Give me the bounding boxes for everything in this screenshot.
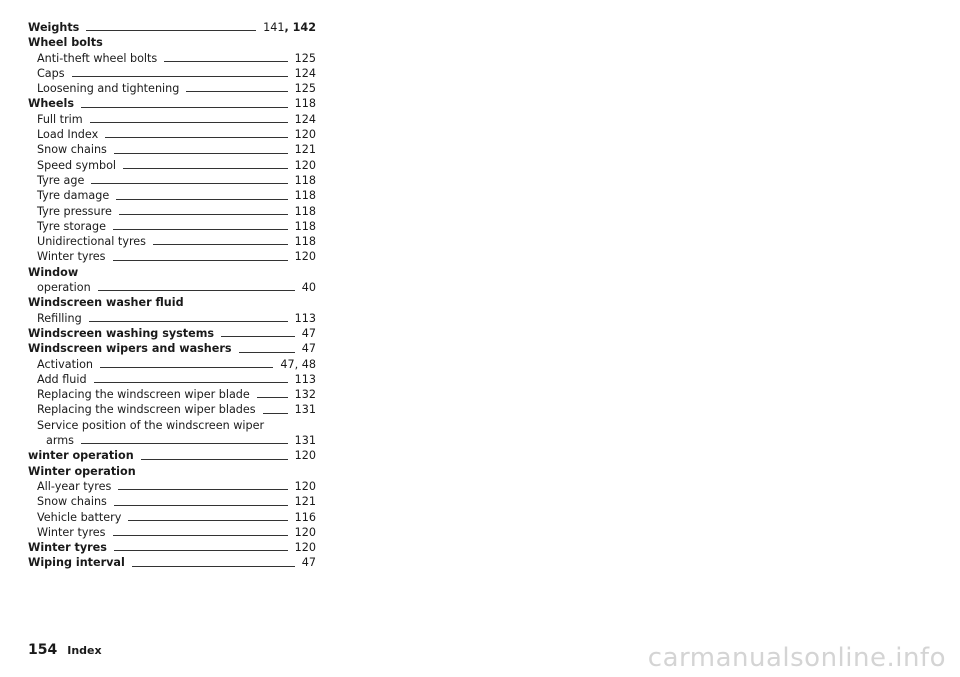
index-entry-label: Tyre storage [37, 219, 107, 233]
index-entry [28, 265, 316, 280]
page-ref: 121 [294, 143, 316, 157]
index-entry-pages [302, 555, 316, 570]
leader-line [113, 229, 288, 230]
page-ref: 141 [263, 21, 285, 34]
index-entry-pages [295, 188, 316, 203]
index-entry-label: Anti-theft wheel bolts [37, 51, 158, 65]
index-entry-label: Wiping interval [28, 556, 125, 570]
page-number: 154 [28, 642, 58, 658]
leader-line [98, 290, 295, 291]
page-ref: 118 [294, 235, 316, 249]
index-entry [28, 311, 316, 326]
index-entry-pages [295, 402, 316, 417]
index-entry-pages [295, 127, 316, 142]
index-entry-label: Tyre age [37, 173, 85, 187]
page-ref: 118 [294, 189, 316, 203]
page-ref: 116 [294, 510, 316, 524]
page-ref: 124 [294, 66, 316, 80]
page-ref: 120 [294, 541, 316, 555]
index-entry-label: All-year tyres [37, 479, 112, 493]
page-footer [28, 642, 102, 658]
index-entry-label: Load Index [37, 128, 99, 142]
index-entry-label: Vehicle battery [37, 510, 122, 524]
index-entry [28, 127, 316, 142]
index-entry [28, 234, 316, 249]
index-entry [28, 464, 316, 479]
leader-line [128, 520, 287, 521]
index-entry-label: Speed symbol [37, 158, 117, 172]
index-entry [28, 326, 316, 341]
leader-line [186, 91, 287, 92]
index-entry-pages [295, 311, 316, 326]
index-entry-label: Winter tyres [37, 250, 106, 264]
index-entry-pages [295, 66, 316, 81]
index-entry [28, 402, 316, 417]
index-entry-label: Replacing the windscreen wiper blade [37, 388, 250, 402]
index-entry [28, 51, 316, 66]
index-entry-pages [295, 249, 316, 264]
index-entry-label: Unidirectional tyres [37, 235, 147, 249]
index-entry-label: Tyre damage [37, 189, 110, 203]
index-entry-pages [295, 173, 316, 188]
index-entry-label: Wheel bolts [28, 36, 103, 50]
index-entry [28, 280, 316, 295]
index-entry [28, 158, 316, 173]
leader-line [132, 566, 295, 567]
leader-line [114, 550, 288, 551]
index-entry-pages [295, 510, 316, 525]
leader-line [81, 107, 288, 108]
page-ref: 47 [301, 342, 316, 356]
index-entry-pages [302, 280, 316, 295]
page-ref: 47 [301, 326, 316, 340]
index-entry-label: Add fluid [37, 372, 87, 386]
page-ref-bold: , 142 [284, 21, 316, 34]
index-entry-label: Full trim [37, 112, 83, 126]
index-entry-pages [295, 112, 316, 127]
index-entry [28, 66, 316, 81]
leader-line [116, 199, 287, 200]
index-entry [28, 219, 316, 234]
section-title: Index [67, 644, 102, 657]
index-entry-pages [280, 357, 316, 372]
index-entry-pages [295, 81, 316, 96]
index-entry-pages [295, 540, 316, 555]
leader-line [257, 397, 288, 398]
leader-line [141, 459, 288, 460]
index-entry [28, 249, 316, 264]
page-ref: 120 [294, 449, 316, 463]
index-entry [28, 188, 316, 203]
index-entry-label: Loosening and tightening [37, 82, 180, 96]
index-entry-pages [295, 479, 316, 494]
index-entry [28, 372, 316, 387]
index-entry [28, 112, 316, 127]
index-entry-label: Windscreen wipers and washers [28, 342, 232, 356]
index-entry [28, 20, 316, 35]
index-entry [28, 295, 316, 310]
index-entry [28, 204, 316, 219]
leader-line [89, 321, 288, 322]
page-ref: 131 [294, 434, 316, 448]
index-entry-label: arms [46, 434, 74, 448]
leader-line [263, 413, 288, 414]
index-entry [28, 555, 316, 570]
index-entry-label: winter operation [28, 449, 134, 463]
page-ref: 118 [294, 204, 316, 218]
leader-line [72, 76, 288, 77]
index-entry-label: Snow chains [37, 143, 107, 157]
index-entry-pages [295, 51, 316, 66]
index-entry-pages [295, 494, 316, 509]
index-entry [28, 479, 316, 494]
index-entry [28, 540, 316, 555]
index-entry-label: Tyre pressure [37, 204, 112, 218]
index-entry-label: Activation [37, 357, 94, 371]
leader-line [153, 244, 288, 245]
page-ref: 125 [294, 51, 316, 65]
leader-line [164, 61, 287, 62]
index-entry [28, 494, 316, 509]
index-entry [28, 173, 316, 188]
index-entry-pages [295, 525, 316, 540]
page-ref: 120 [294, 479, 316, 493]
index-entry-label: Wheels [28, 97, 74, 111]
index-entry-label: Winter operation [28, 464, 136, 478]
index-entry-label: Windscreen washing systems [28, 326, 215, 340]
index-entry-label: Replacing the windscreen wiper blades [37, 403, 256, 417]
index-entry-pages [295, 96, 316, 111]
leader-line [91, 183, 287, 184]
page-ref: 113 [294, 311, 316, 325]
leader-line [114, 505, 288, 506]
leader-line [81, 443, 288, 444]
leader-line [86, 30, 256, 31]
page-ref: 120 [294, 128, 316, 142]
index-entry [28, 81, 316, 96]
page-ref: 118 [294, 173, 316, 187]
index-entry-pages [295, 142, 316, 157]
index-entry [28, 341, 316, 356]
index-entry-pages [295, 372, 316, 387]
index-entry-pages [295, 219, 316, 234]
index-entry-pages [263, 20, 316, 35]
page-ref: 120 [294, 250, 316, 264]
leader-line [90, 122, 288, 123]
page-ref: 118 [294, 97, 316, 111]
index-column [28, 20, 316, 571]
page-ref: 120 [294, 525, 316, 539]
index-entry-pages [302, 341, 316, 356]
leader-line [100, 367, 273, 368]
index-entry-label: Window [28, 265, 79, 279]
page-ref: 120 [294, 158, 316, 172]
index-entry-label: Weights [28, 21, 80, 34]
page-ref: 125 [294, 82, 316, 96]
index-entry-pages [295, 158, 316, 173]
leader-line [105, 137, 287, 138]
index-entry [28, 35, 316, 50]
index-entry-pages [295, 234, 316, 249]
index-entry-label: Service position of the windscreen wiper [37, 418, 265, 432]
index-entry-pages [295, 433, 316, 448]
index-entry [28, 96, 316, 111]
leader-line [221, 336, 295, 337]
index-entry [28, 418, 316, 433]
index-entry [28, 357, 316, 372]
page-ref: 40 [301, 281, 316, 295]
index-entry-label: Winter tyres [28, 541, 107, 555]
index-entry-label: operation [37, 281, 91, 295]
leader-line [239, 352, 295, 353]
page-ref: 132 [294, 388, 316, 402]
index-entry [28, 142, 316, 157]
page-ref: 121 [294, 495, 316, 509]
index-entry [28, 525, 316, 540]
index-entry [28, 448, 316, 463]
page-ref: 118 [294, 219, 316, 233]
index-entry-pages [295, 448, 316, 463]
leader-line [113, 260, 288, 261]
leader-line [94, 382, 288, 383]
page-ref: 124 [294, 112, 316, 126]
leader-line [123, 168, 288, 169]
index-entry [28, 387, 316, 402]
watermark: carmanualsonline.info [647, 643, 946, 673]
index-entry-label: Refilling [37, 311, 82, 325]
index-entry-pages [295, 387, 316, 402]
leader-line [114, 153, 288, 154]
page-ref: 131 [294, 403, 316, 417]
index-entry-label: Windscreen washer fluid [28, 296, 184, 310]
page-ref: 47 [301, 556, 316, 570]
index-entry [28, 510, 316, 525]
leader-line [119, 214, 288, 215]
page-ref: 113 [294, 372, 316, 386]
page-ref: 47, 48 [280, 357, 316, 371]
index-entry [28, 433, 316, 448]
leader-line [113, 535, 288, 536]
index-entry-label: Winter tyres [37, 525, 106, 539]
index-entry-label: Snow chains [37, 495, 107, 509]
index-entry-pages [302, 326, 316, 341]
index-entry-pages [295, 204, 316, 219]
leader-line [118, 489, 287, 490]
index-entry-label: Caps [37, 66, 65, 80]
